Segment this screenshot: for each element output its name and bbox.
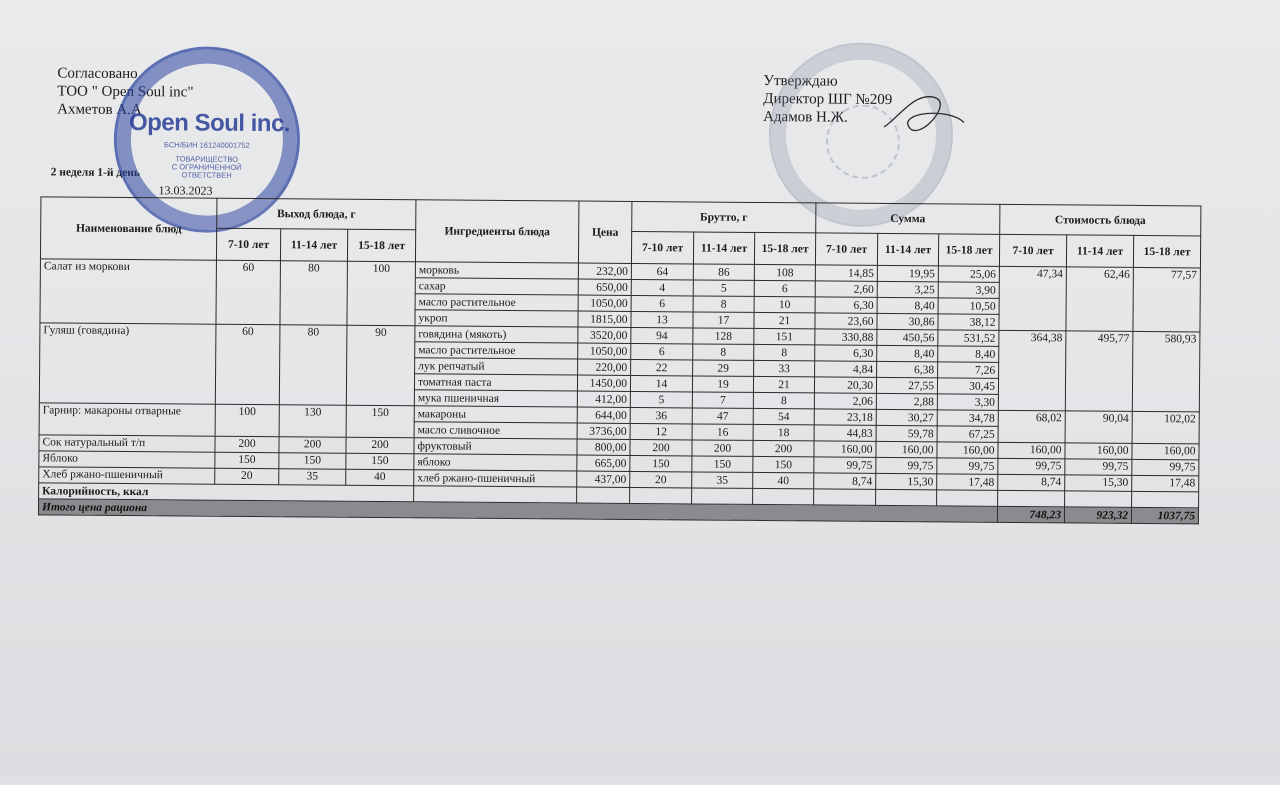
price-value: 3520,00 (578, 327, 631, 343)
price-value: 3736,00 (577, 423, 630, 439)
sum-value: 160,00 (876, 441, 937, 457)
brutto-value: 200 (692, 440, 753, 456)
brutto-value: 22 (631, 359, 693, 375)
sum-value: 330,88 (815, 329, 877, 345)
output-value: 200 (279, 437, 346, 454)
ingredient-name: мука пшеничная (414, 390, 577, 407)
price-value: 1050,00 (578, 343, 631, 359)
brutto-value: 151 (754, 328, 815, 344)
week-day-label: 2 неделя 1-й день (50, 166, 141, 180)
output-value: 150 (215, 452, 279, 469)
col-ingredients: Ингредиенты блюда (415, 200, 578, 263)
ingredient-name: хлеб ржано-пшеничный (414, 470, 577, 487)
age-header: 15-18 лет (347, 229, 415, 262)
col-cost: Стоимость блюда (1000, 204, 1201, 236)
brutto-value: 35 (692, 472, 753, 488)
sum-value: 6,38 (877, 361, 938, 377)
brutto-value: 8 (754, 344, 815, 360)
cost-value: 90,04 (1065, 411, 1132, 444)
price-value: 1050,00 (578, 295, 631, 311)
brutto-value: 150 (753, 456, 814, 472)
brutto-value: 13 (631, 311, 693, 327)
brutto-value: 18 (753, 424, 814, 440)
age-header: 15-18 лет (1133, 235, 1200, 268)
approve-person: Адамов Н.Ж. (763, 108, 848, 126)
brutto-value: 86 (693, 264, 754, 280)
cost-value: 99,75 (1132, 459, 1199, 476)
brutto-value: 6 (631, 295, 693, 311)
cost-value: 160,00 (1065, 443, 1132, 460)
sum-value: 23,18 (814, 409, 876, 425)
brutto-value: 94 (631, 327, 693, 343)
stamp-bin: БСН/БИН 161240001752 (164, 140, 250, 150)
sum-value: 59,78 (876, 425, 937, 441)
brutto-value: 200 (630, 439, 692, 455)
cost-value: 495,77 (1065, 331, 1133, 412)
brutto-value: 108 (754, 264, 815, 280)
brutto-value: 20 (630, 471, 692, 487)
age-header: 7-10 лет (815, 233, 877, 265)
sum-value: 14,85 (815, 265, 877, 281)
output-value: 80 (280, 261, 348, 326)
dish-name: Салат из моркови (40, 259, 216, 324)
price-value: 644,00 (577, 407, 630, 423)
dish-name: Яблоко (39, 451, 215, 468)
sum-value: 99,75 (876, 457, 937, 473)
brutto-value: 12 (630, 423, 692, 439)
price-value: 665,00 (577, 455, 630, 471)
total-value: 1037,75 (1131, 507, 1198, 524)
sum-value: 531,52 (938, 330, 999, 346)
cost-value: 364,38 (998, 330, 1066, 411)
output-value: 35 (279, 469, 346, 486)
cost-value: 62,46 (1066, 267, 1134, 332)
stamp-line: С ОГРАНИЧЕННОЙ (171, 162, 242, 172)
ingredient-name: морковь (415, 262, 578, 279)
brutto-value: 21 (753, 376, 814, 392)
cost-value: 160,00 (998, 442, 1065, 459)
sum-value: 30,45 (937, 378, 998, 394)
sum-value: 7,26 (938, 362, 999, 378)
brutto-value: 17 (693, 312, 754, 328)
sum-value: 8,40 (938, 346, 999, 362)
stamp-line: ОТВЕТСТВЕН (181, 170, 232, 180)
brutto-value: 47 (692, 408, 753, 424)
ingredient-name: укроп (415, 310, 578, 327)
output-value: 150 (279, 453, 346, 470)
age-header: 15-18 лет (754, 232, 815, 264)
sum-value: 30,86 (877, 313, 938, 329)
sum-value: 3,30 (937, 394, 998, 410)
brutto-value: 19 (692, 376, 753, 392)
price-value: 220,00 (578, 359, 631, 375)
brutto-value: 40 (753, 472, 814, 488)
calories-label: Калорийность, ккал (39, 483, 414, 502)
output-value: 130 (279, 405, 346, 438)
brutto-value: 8 (693, 344, 754, 360)
price-value: 412,00 (577, 391, 630, 407)
cost-value: 47,34 (999, 266, 1067, 331)
brutto-value: 33 (754, 360, 815, 376)
brutto-value: 6 (631, 343, 693, 359)
total-label: Итого цена рациона (38, 499, 997, 523)
agreed-person: Ахметов А.А (57, 101, 142, 119)
output-value: 40 (346, 469, 414, 486)
dish-name: Хлеб ржано-пшеничный (39, 467, 215, 484)
age-header: 11-14 лет (280, 229, 347, 262)
age-header: 15-18 лет (938, 234, 999, 266)
sum-value: 2,60 (815, 281, 877, 297)
sum-value: 2,88 (876, 393, 937, 409)
ingredient-name: лук репчатый (415, 358, 578, 375)
brutto-value: 150 (630, 455, 692, 471)
output-value: 200 (215, 436, 279, 453)
sum-value: 3,25 (877, 281, 938, 297)
col-sum: Сумма (816, 203, 1000, 234)
age-header: 11-14 лет (693, 232, 754, 264)
sum-value: 8,74 (814, 473, 876, 489)
brutto-value: 128 (693, 328, 754, 344)
dish-name: Сок натуральный т/п (39, 435, 215, 452)
age-header: 7-10 лет (999, 234, 1066, 267)
cost-value: 77,57 (1133, 267, 1201, 332)
output-value: 90 (346, 325, 415, 406)
price-value: 650,00 (578, 279, 631, 295)
total-value: 923,32 (1064, 507, 1131, 524)
sum-value: 10,50 (938, 298, 999, 314)
ingredient-name: говядина (мякоть) (415, 326, 578, 343)
ingredient-name: яблоко (414, 454, 577, 471)
output-value: 80 (279, 325, 347, 406)
sum-value: 6,30 (815, 297, 877, 313)
dish-name: Гуляш (говядина) (39, 323, 216, 404)
output-value: 150 (346, 453, 414, 470)
brutto-value: 5 (630, 391, 692, 407)
sum-value: 450,56 (877, 329, 938, 345)
brutto-value: 5 (693, 280, 754, 296)
price-value: 800,00 (577, 439, 630, 455)
age-header: 11-14 лет (877, 233, 938, 265)
brutto-value: 8 (753, 392, 814, 408)
brutto-value: 4 (631, 279, 693, 295)
output-value: 100 (215, 404, 279, 437)
sum-value: 23,60 (815, 313, 877, 329)
output-value: 60 (216, 260, 281, 325)
sum-value: 25,06 (938, 266, 999, 282)
output-value: 200 (346, 437, 414, 454)
cost-value: 99,75 (1065, 459, 1132, 476)
brutto-value: 54 (753, 408, 814, 424)
sum-value: 4,84 (815, 361, 877, 377)
brutto-value: 14 (630, 375, 692, 391)
signature-icon (879, 87, 969, 148)
col-price: Цена (578, 201, 631, 263)
age-header: 7-10 лет (631, 231, 693, 263)
sum-value: 17,48 (937, 474, 998, 490)
price-value: 1815,00 (578, 311, 631, 327)
col-brutto: Брутто, г (632, 201, 816, 232)
sum-value: 15,30 (876, 473, 937, 489)
ingredient-name: макароны (414, 406, 577, 423)
price-value: 232,00 (578, 263, 631, 279)
brutto-value: 64 (631, 263, 693, 279)
brutto-value: 200 (753, 440, 814, 456)
menu-table (38, 196, 1201, 524)
brutto-value: 21 (754, 312, 815, 328)
age-header: 11-14 лет (1066, 235, 1133, 268)
sum-value: 30,27 (876, 409, 937, 425)
brutto-value: 8 (693, 296, 754, 312)
sum-value: 20,30 (814, 377, 876, 393)
sum-value: 27,55 (876, 377, 937, 393)
date-label: 13.03.2023 (158, 183, 213, 198)
menu-table-body (39, 259, 1201, 492)
brutto-value: 6 (754, 280, 815, 296)
output-value: 150 (346, 405, 414, 438)
sum-value: 34,78 (937, 410, 998, 426)
sum-value: 160,00 (937, 442, 998, 458)
sum-value: 44,83 (814, 425, 876, 441)
sum-value: 6,30 (815, 345, 877, 361)
ingredient-name: масло растительное (415, 294, 578, 311)
stamp-line: ТОВАРИЩЕСТВО (175, 154, 239, 164)
brutto-value: 7 (692, 392, 753, 408)
cost-value: 102,02 (1132, 411, 1199, 444)
agreed-company: ТОО " Open Soul inc" (57, 83, 194, 101)
sum-value: 8,40 (877, 297, 938, 313)
col-dish-name: Наименование блюд (40, 197, 216, 260)
age-header: 7-10 лет (216, 228, 280, 261)
cost-value: 160,00 (1132, 443, 1199, 460)
brutto-value: 36 (630, 407, 692, 423)
sum-value: 2,06 (814, 393, 876, 409)
cost-value: 15,30 (1065, 475, 1132, 492)
total-value: 748,23 (997, 506, 1064, 523)
cost-value: 99,75 (998, 458, 1065, 475)
sum-value: 38,12 (938, 314, 999, 330)
ingredient-name: масло растительное (415, 342, 578, 359)
ingredient-name: томатная паста (414, 374, 577, 391)
dish-name: Гарнир: макароны отварные (39, 403, 215, 436)
brutto-value: 10 (754, 296, 815, 312)
approve-label: Утверждаю (763, 72, 838, 90)
sum-value: 99,75 (937, 458, 998, 474)
stamp-brand: Open Soul inc. (128, 109, 291, 138)
sum-value: 8,40 (877, 345, 938, 361)
output-value: 20 (215, 468, 279, 485)
col-output: Выход блюда, г (217, 198, 416, 230)
sum-value: 67,25 (937, 426, 998, 442)
sum-value: 19,95 (877, 265, 938, 281)
ingredient-name: масло сливочное (414, 422, 577, 439)
ingredient-name: фруктовый (414, 438, 577, 455)
brutto-value: 150 (692, 456, 753, 472)
brutto-value: 16 (692, 424, 753, 440)
ingredient-name: сахар (415, 278, 578, 295)
cost-value: 68,02 (998, 410, 1065, 443)
cost-value: 17,48 (1132, 475, 1199, 492)
cost-value: 8,74 (998, 474, 1065, 491)
output-value: 100 (347, 261, 416, 326)
approve-title: Директор ШГ №209 (763, 90, 893, 109)
cost-value: 580,93 (1132, 331, 1200, 412)
sum-value: 3,90 (938, 282, 999, 298)
sum-value: 99,75 (814, 457, 876, 473)
brutto-value: 29 (693, 360, 754, 376)
price-value: 437,00 (577, 471, 630, 487)
agreed-label: Согласовано (57, 65, 138, 83)
output-value: 60 (215, 324, 280, 405)
sum-value: 160,00 (814, 441, 876, 457)
price-value: 1450,00 (577, 375, 630, 391)
